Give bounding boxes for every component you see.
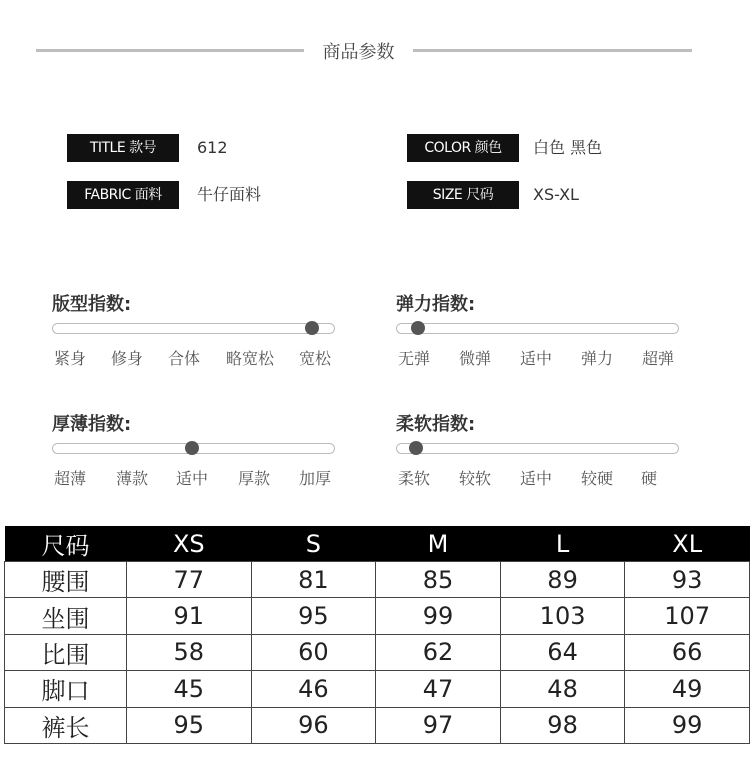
index-track-softness (396, 443, 679, 454)
index-option: 适中 (519, 349, 553, 368)
index-option: 适中 (519, 469, 553, 488)
table-row (5, 598, 750, 634)
size-chart-table (4, 526, 750, 744)
size-chart-header-row (5, 526, 750, 562)
param-value-title: 612 (197, 138, 228, 157)
table-row (5, 707, 750, 743)
index-ticks-thickness (52, 466, 333, 490)
table-row (5, 671, 750, 707)
index-option: 略宽松 (225, 349, 275, 368)
header-divider-right (413, 49, 692, 52)
index-option: 薄款 (115, 469, 149, 488)
table-cell: 48 (500, 671, 625, 707)
index-title-thickness: 厚薄指数: (52, 414, 132, 435)
index-track-stretch (396, 323, 679, 334)
table-cell: 96 (251, 707, 376, 743)
table-cell: 60 (251, 634, 376, 670)
index-option: 硬 (640, 469, 658, 488)
param-label-fabric: FABRIC 面料 (67, 181, 179, 209)
table-cell: 85 (376, 562, 501, 598)
param-value-color: 白色 黑色 (533, 138, 603, 157)
index-softness (396, 410, 681, 490)
index-option: 较软 (458, 469, 492, 488)
index-option: 无弹 (397, 349, 431, 368)
index-option: 微弹 (458, 349, 492, 368)
index-ticks-softness (396, 466, 677, 490)
index-stretch (396, 290, 681, 370)
table-row-label: 坐围 (5, 598, 127, 634)
header-divider-left (36, 49, 304, 52)
param-label-color: COLOR 颜色 (407, 134, 519, 162)
table-cell: 93 (625, 562, 750, 598)
table-cell: 95 (251, 598, 376, 634)
index-knob-thickness (185, 441, 199, 455)
index-option: 加厚 (298, 469, 332, 488)
index-option: 超弹 (641, 349, 675, 368)
table-row-label: 裤长 (5, 707, 127, 743)
table-row-label: 比围 (5, 634, 127, 670)
size-chart-header-cell: XL (625, 526, 750, 562)
index-option: 宽松 (298, 349, 332, 368)
table-cell: 46 (251, 671, 376, 707)
param-value-size: XS-XL (533, 185, 579, 204)
index-track-fit (52, 323, 335, 334)
size-chart-header-cell: 尺码 (5, 526, 127, 562)
index-option: 较硬 (580, 469, 614, 488)
index-option: 合体 (167, 349, 201, 368)
index-option: 弹力 (580, 349, 614, 368)
section-title: 商品参数 (322, 42, 395, 63)
table-cell: 97 (376, 707, 501, 743)
index-ticks-stretch (396, 346, 677, 370)
table-cell: 98 (500, 707, 625, 743)
table-cell: 89 (500, 562, 625, 598)
size-chart-header-cell: S (251, 526, 376, 562)
index-ticks-fit (52, 346, 333, 370)
index-knob-softness (409, 441, 423, 455)
table-cell: 99 (376, 598, 501, 634)
index-knob-stretch (411, 321, 425, 335)
index-option: 适中 (175, 469, 209, 488)
size-chart-header-cell: XS (127, 526, 252, 562)
index-option: 紧身 (53, 349, 87, 368)
table-row (5, 562, 750, 598)
index-fit (52, 290, 337, 370)
table-cell: 49 (625, 671, 750, 707)
index-option: 厚款 (237, 469, 271, 488)
table-row-label: 脚口 (5, 671, 127, 707)
param-value-fabric: 牛仔面料 (197, 185, 262, 204)
index-title-fit: 版型指数: (52, 294, 132, 315)
table-cell: 81 (251, 562, 376, 598)
table-row (5, 634, 750, 670)
size-chart-header-cell: M (376, 526, 501, 562)
table-cell: 58 (127, 634, 252, 670)
table-cell: 64 (500, 634, 625, 670)
index-option: 柔软 (397, 469, 431, 488)
index-knob-fit (305, 321, 319, 335)
table-cell: 107 (625, 598, 750, 634)
table-cell: 77 (127, 562, 252, 598)
param-label-size: SIZE 尺码 (407, 181, 519, 209)
index-title-softness: 柔软指数: (396, 414, 476, 435)
table-cell: 62 (376, 634, 501, 670)
index-title-stretch: 弹力指数: (396, 294, 476, 315)
table-cell: 45 (127, 671, 252, 707)
table-row-label: 腰围 (5, 562, 127, 598)
index-option: 超薄 (53, 469, 87, 488)
table-cell: 103 (500, 598, 625, 634)
param-label-title: TITLE 款号 (67, 134, 179, 162)
section-header (0, 34, 750, 64)
table-cell: 47 (376, 671, 501, 707)
index-option: 修身 (110, 349, 144, 368)
index-thickness (52, 410, 337, 490)
table-cell: 66 (625, 634, 750, 670)
table-cell: 95 (127, 707, 252, 743)
table-cell: 99 (625, 707, 750, 743)
size-chart-header-cell: L (500, 526, 625, 562)
table-cell: 91 (127, 598, 252, 634)
